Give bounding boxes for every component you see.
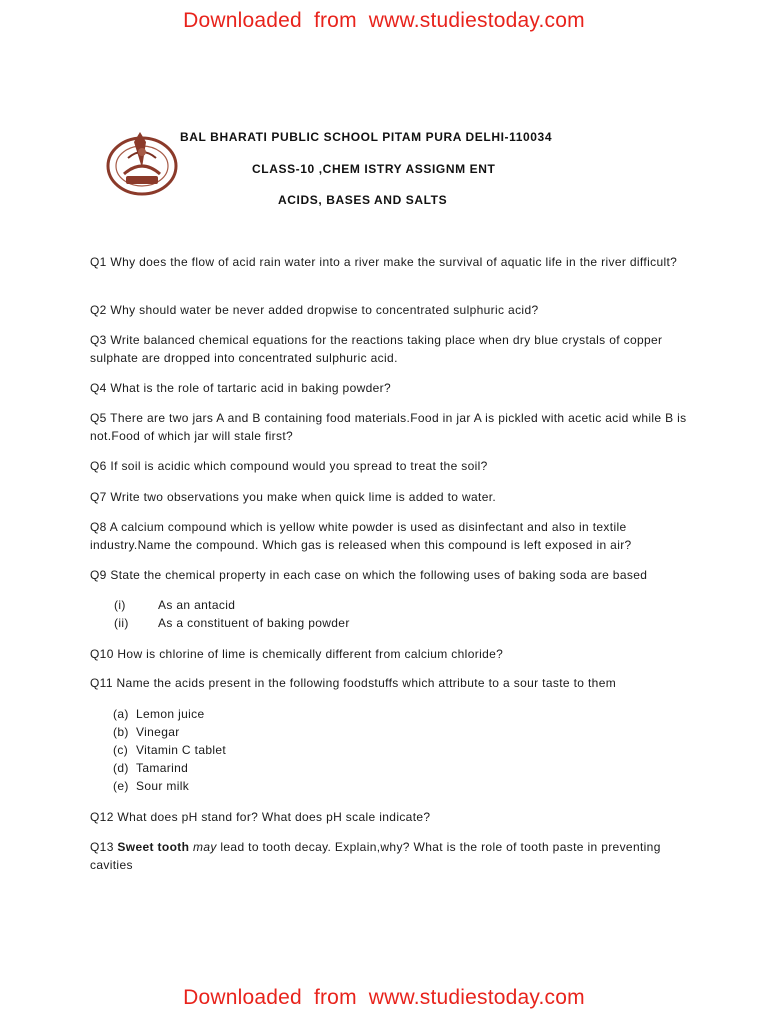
- q11-item-text: Tamarind: [136, 761, 189, 775]
- q9-item-text: As a constituent of baking powder: [158, 616, 350, 630]
- question-6: Q6 If soil is acidic which compound would you spread to treat the soil?: [90, 459, 488, 473]
- question-5: Q5 There are two jars A and B containing food materials.Food in jar A is pickled with acetic acid while B is not.Food of which jar will stale first?: [90, 411, 687, 443]
- q11-item-letter: (b): [113, 725, 129, 739]
- q9-item-number: (ii): [114, 616, 129, 630]
- question-8: Q8 A calcium compound which is yellow white powder is used as disinfectant and also in textile industry.Name the compound. Which gas is released when this compound is left exposed in air?: [90, 520, 632, 552]
- q11-item-letter: (d): [113, 761, 129, 775]
- question-1: Q1 Why does the flow of acid rain water into a river make the survival of aquatic life in the river difficult?: [90, 255, 678, 269]
- q11-item-letter: (a): [113, 707, 129, 721]
- question-2: Q2 Why should water be never added dropwise to concentrated sulphuric acid?: [90, 303, 539, 317]
- question-11: Q11 Name the acids present in the following foodstuffs which attribute to a sour taste to them: [90, 676, 617, 690]
- q11-item-text: Lemon juice: [136, 707, 205, 721]
- q9-item-text: As an antacid: [158, 598, 236, 612]
- school-name: BAL BHARATI PUBLIC SCHOOL PITAM PURA DELHI-110034: [180, 130, 553, 144]
- q11-item-letter: (e): [113, 779, 129, 793]
- question-3: Q3 Write balanced chemical equations for the reactions taking place when dry blue crystals of copper sulphate are dropped into concentrated sulphuric acid.: [90, 333, 663, 365]
- question-13-italic-word: may: [192, 840, 217, 854]
- question-9: Q9 State the chemical property in each case on which the following uses of baking soda are based: [90, 568, 648, 582]
- class-title: CLASS-10 ,CHEM ISTRY ASSIGNM ENT: [252, 162, 496, 176]
- q11-item-text: Vitamin C tablet: [136, 743, 227, 757]
- download-banner-top: Downloaded from www.studiestoday.com: [183, 9, 585, 32]
- question-13: [90, 838, 690, 874]
- question-13-bold-term: Sweet tooth: [117, 840, 190, 854]
- question-13-prefix: Q13: [90, 840, 118, 854]
- download-banner-bottom: Downloaded from www.studiestoday.com: [183, 986, 585, 1009]
- q11-item-text: Sour milk: [136, 779, 190, 793]
- q11-item-letter: (c): [113, 743, 129, 757]
- question-12: Q12 What does pH stand for? What does pH scale indicate?: [90, 810, 431, 824]
- topic-title: ACIDS, BASES AND SALTS: [278, 193, 448, 207]
- question-7: Q7 Write two observations you make when quick lime is added to water.: [90, 490, 497, 504]
- q11-item-text: Vinegar: [136, 725, 180, 739]
- question-4: Q4 What is the role of tartaric acid in baking powder?: [90, 381, 392, 395]
- question-10: Q10 How is chlorine of lime is chemically different from calcium chloride?: [90, 647, 504, 661]
- q9-item-number: (i): [114, 598, 126, 612]
- question-13-rest: lead to tooth decay. Explain,why? What is the role of tooth paste in preventing cavities: [90, 840, 661, 872]
- school-logo-icon: [104, 128, 180, 198]
